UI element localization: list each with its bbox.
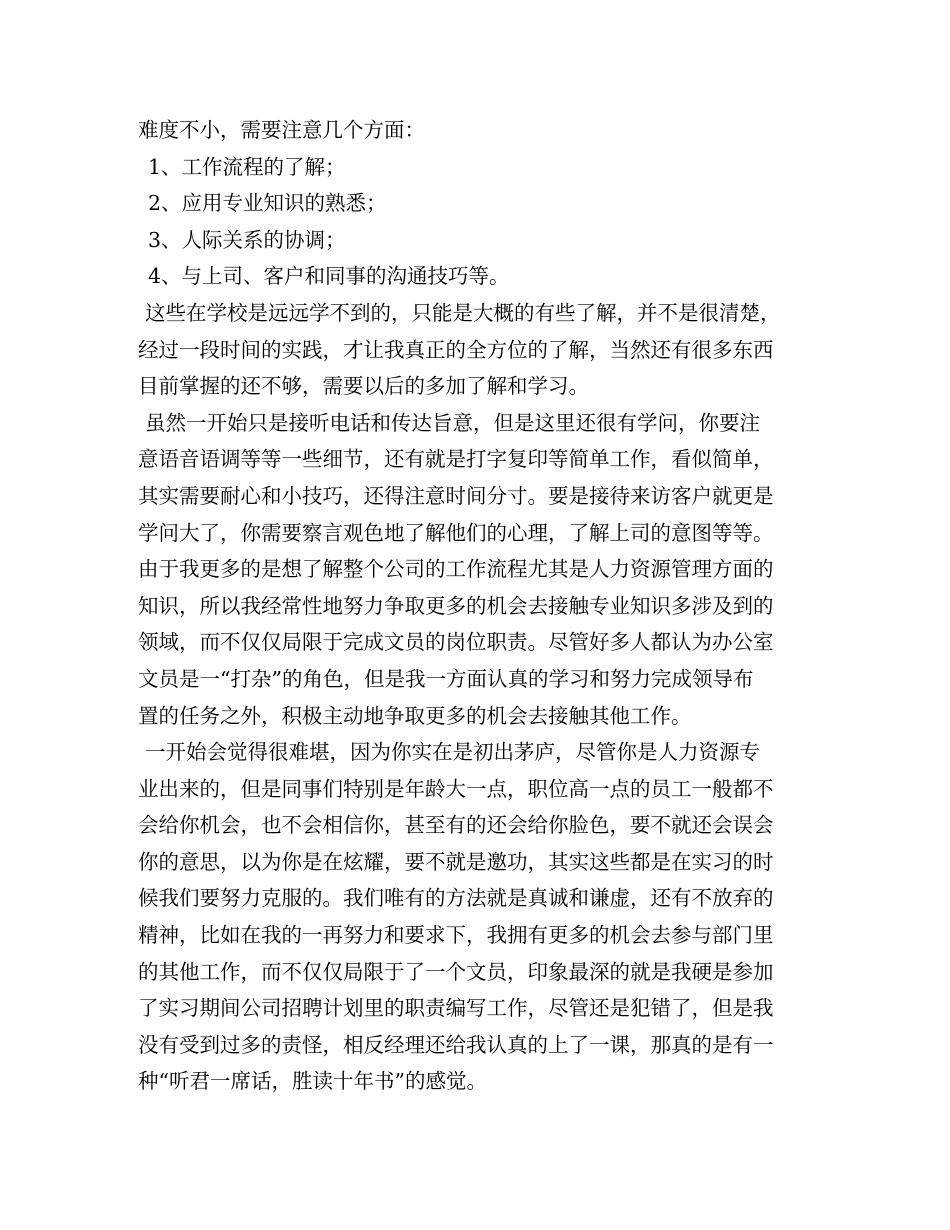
paragraph-start-line: 一开始会觉得很难堪，因为你实在是初出茅庐，尽管你是人力资源专 — [145, 740, 760, 765]
text-line: 候我们要努力克服的。我们唯有的方法就是真诚和谦虚，还有不放弃的 — [138, 886, 774, 911]
list-item: 4、与上司、客户和同事的沟通技巧等。 — [148, 264, 510, 289]
text-line: 种“听君一席话，胜读十年书”的感觉。 — [138, 1069, 487, 1094]
text-line: 经过一段时间的实践，才让我真正的全方位的了解，当然还有很多东西 — [138, 337, 774, 362]
paragraph-start-line: 这些在学校是远远学不到的，只能是大概的有些了解，并不是很清楚， — [145, 300, 781, 325]
list-item: 2、应用专业知识的熟悉； — [148, 191, 387, 216]
list-item: 1、工作流程的了解； — [148, 154, 346, 179]
text-line: 文员是一“打杂”的角色，但是我一方面认真的学习和努力完成领导布 — [138, 666, 754, 691]
document-body — [138, 112, 838, 1100]
text-line: 你的意思，以为你是在炫耀，要不就是邀功，其实这些都是在实习的时 — [138, 849, 774, 874]
text-line: 知识，所以我经常性地努力争取更多的机会去接触专业知识多涉及到的 — [138, 593, 774, 618]
text-line: 意语音语调等等一些细节，还有就是打字复印等简单工作，看似简单， — [138, 447, 774, 472]
text-line: 了实习期间公司招聘计划里的职责编写工作，尽管还是犯错了，但是我 — [138, 996, 774, 1021]
text-line: 置的任务之外，积极主动地争取更多的机会去接触其他工作。 — [138, 703, 692, 728]
text-line: 的其他工作，而不仅仅局限于了一个文员，印象最深的就是我硬是参加 — [138, 959, 774, 984]
text-line: 由于我更多的是想了解整个公司的工作流程尤其是人力资源管理方面的 — [138, 557, 774, 582]
text-line: 没有受到过多的责怪，相反经理还给我认真的上了一课，那真的是有一 — [138, 1032, 774, 1057]
text-line: 精神，比如在我的一再努力和要求下，我拥有更多的机会去参与部门里 — [138, 923, 774, 948]
text-line: 领域，而不仅仅局限于完成文员的岗位职责。尽管好多人都认为办公室 — [138, 630, 774, 655]
text-line: 会给你机会，也不会相信你，甚至有的还会给你脸色，要不就还会误会 — [138, 813, 774, 838]
paragraph-start-line: 虽然一开始只是接听电话和传达旨意，但是这里还很有学问，你要注 — [145, 410, 760, 435]
list-item: 3、人际关系的协调； — [148, 227, 346, 252]
text-line: 难度不小，需要注意几个方面： — [138, 118, 425, 142]
text-line: 学问大了，你需要察言观色地了解他们的心理，了解上司的意图等等。 — [138, 520, 774, 545]
text-line: 其实需要耐心和小技巧，还得注意时间分寸。要是接待来访客户就更是 — [138, 483, 774, 508]
text-line: 业出来的，但是同事们特别是年龄大一点，职位高一点的员工一般都不 — [138, 776, 774, 801]
text-line: 目前掌握的还不够，需要以后的多加了解和学习。 — [138, 374, 589, 399]
